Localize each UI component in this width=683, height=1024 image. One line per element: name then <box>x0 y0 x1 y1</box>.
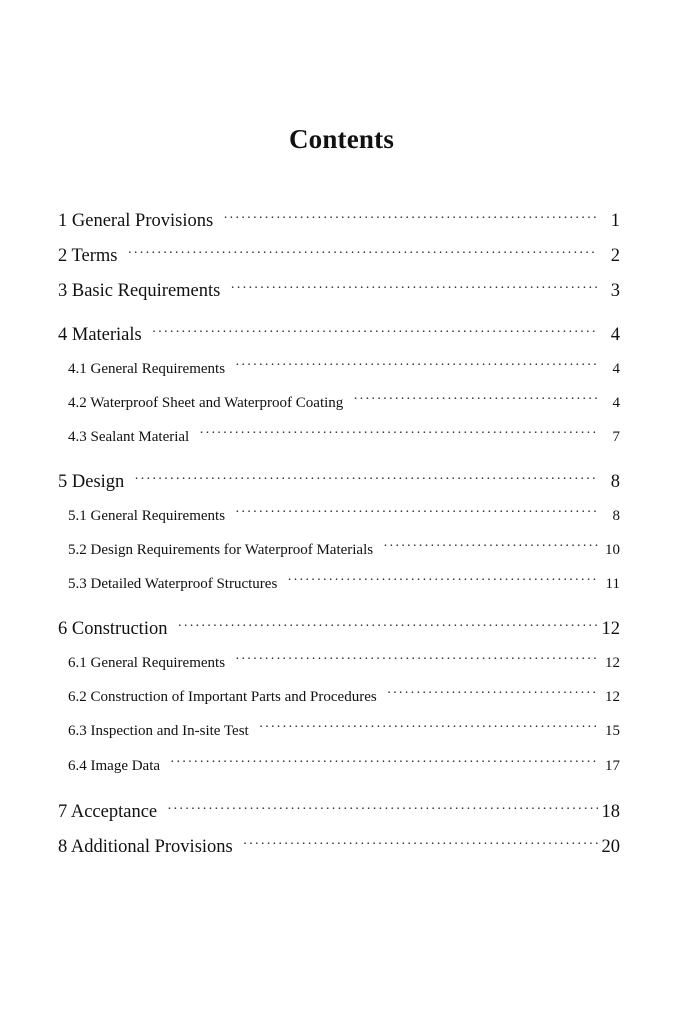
toc-page-number: 17 <box>605 758 620 774</box>
toc-page-number: 7 <box>612 429 620 445</box>
toc-page-number: 4 <box>612 361 620 377</box>
dot-leader <box>170 755 598 770</box>
toc-entry-label: 5.1 General Requirements <box>68 508 226 524</box>
dot-leader <box>243 833 598 852</box>
toc-entry-label: 5.3 Detailed Waterproof Structures <box>68 576 278 592</box>
toc-entry-6-1[interactable] <box>68 652 620 672</box>
toc-entry-6-2[interactable] <box>68 686 620 706</box>
dot-leader <box>223 207 598 226</box>
toc-entry-label: 2 Terms <box>58 245 118 266</box>
toc-entry-label: 5.2 Design Requirements for Waterproof Materials <box>68 542 374 558</box>
toc-entry-label: 4.1 General Requirements <box>68 361 226 377</box>
toc-entry-4-1[interactable] <box>68 358 620 378</box>
toc-page-number: 11 <box>605 576 620 592</box>
dot-leader <box>287 573 598 588</box>
toc-entry-6-4[interactable] <box>68 755 620 775</box>
toc-entry-8[interactable] <box>58 833 620 858</box>
dot-leader <box>167 798 597 817</box>
toc-page-number: 10 <box>605 542 620 558</box>
toc-entry-5[interactable] <box>58 468 620 493</box>
dot-leader <box>353 392 598 407</box>
toc-page-number: 1 <box>610 210 620 231</box>
dot-leader <box>387 686 598 701</box>
toc-entry-label: 4 Materials <box>58 324 142 345</box>
toc-page-number: 12 <box>601 618 620 639</box>
toc-page-number: 3 <box>610 280 620 301</box>
toc-entry-4-2[interactable] <box>68 392 620 412</box>
toc-entry-label: 1 General Provisions <box>58 210 214 231</box>
dot-leader <box>152 321 598 340</box>
dot-leader <box>128 242 598 261</box>
toc-entry-label: 3 Basic Requirements <box>58 280 221 301</box>
dot-leader <box>230 277 598 296</box>
toc-entry-1[interactable] <box>58 207 620 232</box>
dot-leader <box>235 505 598 520</box>
dot-leader <box>134 468 598 487</box>
toc-entry-label: 6.1 General Requirements <box>68 655 226 671</box>
toc-entry-5-2[interactable] <box>68 539 620 559</box>
toc-entry-6[interactable] <box>58 615 620 640</box>
toc-entry-3[interactable] <box>58 277 620 302</box>
toc-page-number: 12 <box>605 655 620 671</box>
toc-entry-label: 6.3 Inspection and In-site Test <box>68 723 249 739</box>
dot-leader <box>177 615 597 634</box>
toc-page-number: 20 <box>601 836 620 857</box>
toc-page-number: 15 <box>605 723 620 739</box>
toc-entry-label: 7 Acceptance <box>58 801 158 822</box>
page-title: Contents <box>288 124 395 154</box>
toc-entry-4[interactable] <box>58 321 620 346</box>
toc-entry-label: 4.3 Sealant Material <box>68 429 190 445</box>
toc-entry-6-3[interactable] <box>68 720 620 740</box>
toc-page-number: 8 <box>612 508 620 524</box>
toc-entry-5-3[interactable] <box>68 573 620 593</box>
toc-entry-label: 6.2 Construction of Important Parts and Procedures <box>68 689 377 705</box>
toc-entry-label: 6.4 Image Data <box>68 758 161 774</box>
toc-entry-label: 6 Construction <box>58 618 168 639</box>
toc-entry-5-1[interactable] <box>68 505 620 525</box>
toc-page-number: 4 <box>612 395 620 411</box>
dot-leader <box>259 720 598 735</box>
toc-entry-7[interactable] <box>58 798 620 823</box>
toc-entry-label: 8 Additional Provisions <box>58 836 233 857</box>
toc-entry-label: 4.2 Waterproof Sheet and Waterproof Coating <box>68 395 344 411</box>
toc-page-number: 8 <box>610 471 620 492</box>
dot-leader <box>235 358 598 373</box>
dot-leader <box>383 539 598 554</box>
toc-page-number: 2 <box>610 245 620 266</box>
dot-leader <box>199 426 598 441</box>
toc-entry-2[interactable] <box>58 242 620 267</box>
toc-page-number: 4 <box>610 324 620 345</box>
toc-entry-label: 5 Design <box>58 471 125 492</box>
toc-entry-4-3[interactable] <box>68 426 620 446</box>
toc-page-number: 18 <box>601 801 620 822</box>
toc-page-number: 12 <box>605 689 620 705</box>
dot-leader <box>235 652 598 667</box>
